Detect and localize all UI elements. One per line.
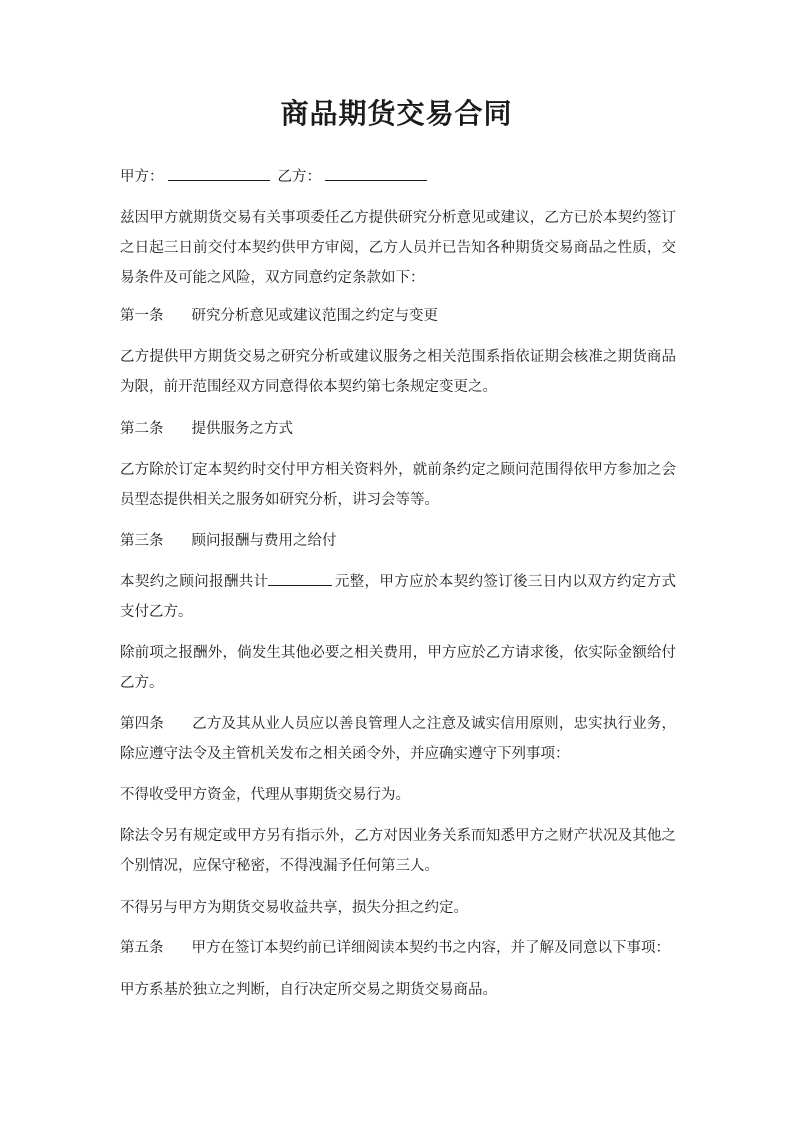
article1-body: 乙方提供甲方期货交易之研究分析或建议服务之相关范围系指依证期会核准之期货商品为限，前开范围经双方同意得依本契约第七条规定变更之。 (120, 349, 676, 395)
article4-title: 乙方及其从业人员应以善良管理人之注意及诚实信用原则，忠实执行业务，除应遵守法令及主管机关发布之相关函令外，并应确实遵守下列事项： (120, 716, 676, 762)
article3-heading (120, 526, 676, 556)
article3-fee-paragraph (120, 567, 676, 627)
article4-item1: 不得收受甲方资金，代理从事期货交易行为。 (120, 787, 410, 803)
article5-heading (120, 933, 676, 963)
article4-heading (120, 709, 676, 769)
fee-suffix: 元整，甲方应於本契约签订後三日内以双方约定方式支付乙方。 (120, 574, 676, 620)
article5-title: 甲方在签订本契约前已详细阅读本契约书之内容，并了解及同意以下事项： (191, 940, 670, 956)
article4-item2: 除法令另有规定或甲方另有指示外，乙方对因业务关系而知悉甲方之财产状况及其他之个别情况，应保守秘密，不得洩漏予任何第三人。 (120, 828, 676, 874)
article1-heading (120, 301, 676, 331)
article3-title: 顾问报酬与费用之给付 (191, 533, 337, 549)
article2-body: 乙方除於订定本契约时交付甲方相关资料外，就前条约定之顾问范围得依甲方参加之会员型态提供相关之服务如研究分析，讲习会等等。 (120, 462, 676, 508)
party-b-label: 乙方： (277, 169, 321, 185)
article5-number: 第五条 (120, 940, 164, 956)
intro-paragraph: 兹因甲方就期货交易有关事项委任乙方提供研究分析意见或建议，乙方已於本契约签订之日起三日前交付本契约供甲方审阅，乙方人员并已告知各种期货交易商品之性质，交易条件及可能之风险，双方同意约定条款如下： (120, 210, 676, 286)
article3-number: 第三条 (120, 533, 164, 549)
party-b-blank (325, 166, 427, 181)
page-title: 商品期货交易合同 (280, 97, 513, 130)
article1-number: 第一条 (120, 308, 164, 324)
article2-heading (120, 414, 676, 444)
fee-amount-blank (268, 571, 332, 586)
article5-item1: 甲方系基於独立之判断，自行决定所交易之期货交易商品。 (120, 982, 497, 998)
party-a-label: 甲方： (120, 169, 164, 185)
article2-number: 第二条 (120, 421, 164, 437)
article3-body2: 除前项之报酬外，倘发生其他必要之相关费用，甲方应於乙方请求後，依实际金额给付乙方。 (120, 645, 676, 691)
parties-line (120, 162, 676, 192)
article4-item3: 不得另与甲方为期货交易收益共享，损失分担之约定。 (120, 900, 468, 916)
article4-number: 第四条 (120, 716, 164, 732)
article1-title: 研究分析意见或建议范围之约定与变更 (191, 308, 438, 324)
fee-prefix: 本契约之顾问报酬共计 (120, 574, 269, 590)
article2-title: 提供服务之方式 (191, 421, 293, 437)
party-a-blank (168, 166, 270, 181)
